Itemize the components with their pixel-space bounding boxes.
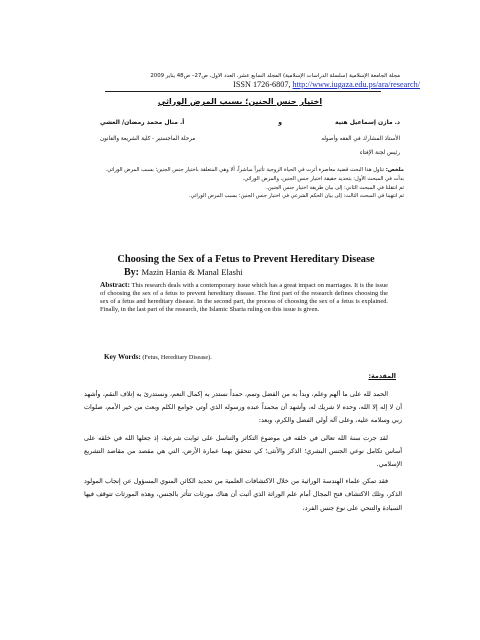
arabic-abstract-line: ثم انتهينا في المبحث الثالث: إلى بيان الحكم الشرعي في اختيار جنس الجنين؛ بسبب المرض الوراثي. [188, 193, 404, 200]
author-conjunction: و [278, 119, 282, 126]
body-paragraph: فقد تمكن علماء الهندسة الوراثية من خلال الاكتشافات العلمية من تحديد الكائن المنوي المسؤول عن إنجاب المولود الذكر، وتلك الاكتشاف فتح المجال أمام علم الوراثة الذي أثبت أن هناك مورثات تتأثر بالجنس، وهذه المورثات تتوقف فيها السيادة والتنحي على نوع جنس الفرد، [84, 477, 402, 512]
author-2: أ. منال محمد رمضان/ العشي [100, 119, 185, 126]
arabic-abstract-label: ملخص: [385, 167, 404, 173]
author-1-affiliation: الأستاذ المشارك في الفقه وأصوله [321, 136, 400, 142]
arabic-title: اختيار جنس الجنين؛ بسبب المرض الوراثي [157, 97, 323, 106]
keywords-text: (Fetus, Hereditary Disease). [142, 354, 212, 361]
issn-number: ISSN 1726-6807, [233, 80, 291, 89]
english-byline [124, 267, 243, 278]
english-abstract [100, 281, 388, 314]
arabic-abstract-text: تناول هذا البحث قضية معاصرة أثرت في الحياة الزوجية تأثيراً مباشراً، ألا وهي المتعلقة باختيار جنس الجنين؛ بسبب المرض الوراثي. [105, 167, 385, 173]
arabic-abstract [88, 166, 404, 201]
english-author-names: Mazin Hania & Manal Elashi [141, 267, 243, 277]
keywords-label: Key Words: [104, 353, 141, 361]
body-paragraph: لقد جرت سنة الله تعالى في خلقه في موضوع التكاثر والتناسل على ثوابت شرعية، إذ جعلها الله في خلقه على أساس تكامل نوعي الجنس البشري؛ الذكر والأنثى؛ كي تتحقق بهما عمارة الأرض، التي هي مقصد من مقاصد التشريع الإسلامي. [84, 433, 402, 469]
author-1: د. مازن إسماعيل هنية [334, 119, 400, 126]
body-paragraph: الحمد لله على ما ألهم وعلم، وبدأ به من الفضل وتمم، حمداً نستدر به إكمال النعم، ونستدرئ به إتلاف النقم، وأشهد أن لا إله إلا الله، وحده لا شريك له، وأشهد أن محمداً عبده ورسوله الذي أوتي جوامع الكلم وبعث من خير الأمم، صلوات ربي وسلامه عليه، وعلى آله أولي الفضل والكرم، وبعد: [84, 390, 402, 425]
english-title: Choosing the Sex of a Fetus to Prevent Hereditary Disease [117, 254, 375, 265]
arabic-abstract-line: بدأت في المبحث الأول: بتحديد حقيقة اختيار جنس الجنين، والمرض الوراثي. [242, 175, 404, 182]
journal-citation: مجلة الجامعة الإسلامية (سلسلة الدراسات الإسلامية) المجلد السابع عشر، العدد الأول، ص27– ص48 يناير 2009 [150, 73, 400, 79]
english-abstract-label: Abstract: [100, 280, 130, 289]
header-divider [105, 91, 381, 92]
author-2-affiliation: مرحلة الماجستير - كلية الشريعة والقانون [100, 136, 196, 142]
author-1-role: رئيس لجنة الإفتاء [359, 150, 400, 156]
english-abstract-text: This research deals with a contemporary issue which has a great impact on marriages. It is the issue of choosing the sex of a fetus to prevent hereditary disease. The first part of the research defines choosing the sex of a fetus and hereditary disease. In the second part, the process of choosing the sex of a fetus is explained. Finally, in the last part of the research, the Islamic Sharia ruling on this issue is given. [100, 282, 389, 313]
introduction-heading: المقدمة: [368, 372, 396, 380]
keywords [104, 353, 212, 361]
issn-line [120, 80, 420, 89]
by-label: By: [124, 267, 139, 278]
journal-url-link[interactable]: http://www.iugaza.edu.ps/ara/research/ [292, 80, 420, 89]
introduction-body [84, 388, 402, 515]
arabic-abstract-line: ثم انتقلنا في المبحث الثاني: إلى بيان طريقة اختيار جنس الجنين. [266, 184, 404, 191]
